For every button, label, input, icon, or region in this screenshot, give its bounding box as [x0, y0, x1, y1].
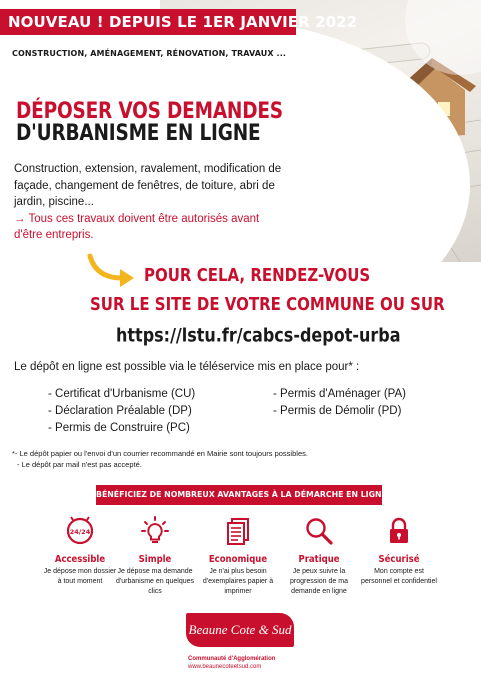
footnote-paper: *- Le dépôt papier ou l'envoi d'un courrier recommandé en Mairie sont toujours possibles. — [12, 449, 308, 458]
main-title-line1: DÉPOSER VOS DEMANDES — [16, 99, 283, 124]
procedures-lead: Le dépôt en ligne est possible via le téléservice mis en place pour* : — [14, 361, 360, 373]
lightbulb-icon — [140, 516, 170, 546]
benefit-desc: Je n'ai plus besoin d'exemplaires papier à imprimer — [202, 568, 274, 595]
clock-24-label: 24/24 — [69, 528, 91, 536]
benefit-title: Simple — [138, 554, 172, 566]
benefit-economique — [193, 516, 283, 597]
benefit-title: Economique — [208, 554, 268, 566]
benefit-desc: Je peux suivre la progression de ma demande en ligne — [290, 568, 348, 595]
lock-icon — [384, 516, 414, 546]
footnote-mail: - Le dépôt par mail n'est pas accepté. — [17, 460, 142, 469]
list-item: - Permis de Démolir (PD) — [273, 405, 402, 417]
list-item: - Permis d'Aménager (PA) — [273, 388, 406, 400]
clock-24-icon — [65, 516, 95, 546]
intro-text: Construction, extension, ravalement, modification de façade, changement de fenêtres, de toiture, abri de jardin, piscine... — [14, 163, 282, 208]
benefit-desc: Mon compte est personnel et confidentiel — [361, 568, 437, 585]
benefit-pratique — [274, 516, 364, 597]
magnifier-icon — [304, 516, 334, 546]
curved-arrow-icon — [86, 252, 138, 288]
depot-url-link[interactable]: https://lstu.fr/cabcs-depot-urba — [116, 324, 401, 346]
logo-website: www.beaunecoteetsud.com — [188, 664, 262, 670]
cta-line1: POUR CELA, RENDEZ-VOUS — [144, 264, 371, 286]
benefit-title: Accessible — [54, 554, 106, 566]
benefit-simple — [110, 516, 200, 597]
intro-warning: → Tous ces travaux doivent être autorisés avant d'être entrepris. — [14, 213, 260, 241]
benefit-title: Pratique — [298, 554, 340, 566]
list-item: - Certificat d'Urbanisme (CU) — [48, 388, 196, 400]
list-item: - Permis de Construire (PC) — [48, 422, 190, 434]
subbanner-works: CONSTRUCTION, AMÉNAGEMENT, RÉNOVATION, TRAVAUX ... — [12, 49, 286, 58]
procedures-list-right — [273, 386, 406, 420]
documents-icon — [223, 516, 253, 546]
benefit-securise — [354, 516, 444, 587]
top-banner: NOUVEAU ! DEPUIS LE 1ER JANVIER 2022 — [0, 9, 296, 35]
main-title-line2: D'URBANISME EN LIGNE — [16, 121, 261, 146]
beaune-cote-sud-logo: Beaune Cote & Sud — [186, 613, 294, 647]
benefit-desc: Je dépose ma demande d'urbanisme en quelques clics — [116, 568, 195, 595]
benefit-title: Sécurisé — [378, 554, 420, 566]
logo-org-label: Communauté d'Agglomération — [188, 656, 276, 662]
cta-line2: SUR LE SITE DE VOTRE COMMUNE OU SUR — [90, 293, 445, 315]
benefit-desc: Je dépose mon dossier à tout moment — [43, 568, 117, 585]
benefits-heading: BÉNÉFICIEZ DE NOMBREUX AVANTAGES À LA DÉMARCHE EN LIGNE — [96, 485, 382, 505]
list-item: - Déclaration Préalable (DP) — [48, 405, 192, 417]
procedures-list-left — [48, 386, 195, 437]
